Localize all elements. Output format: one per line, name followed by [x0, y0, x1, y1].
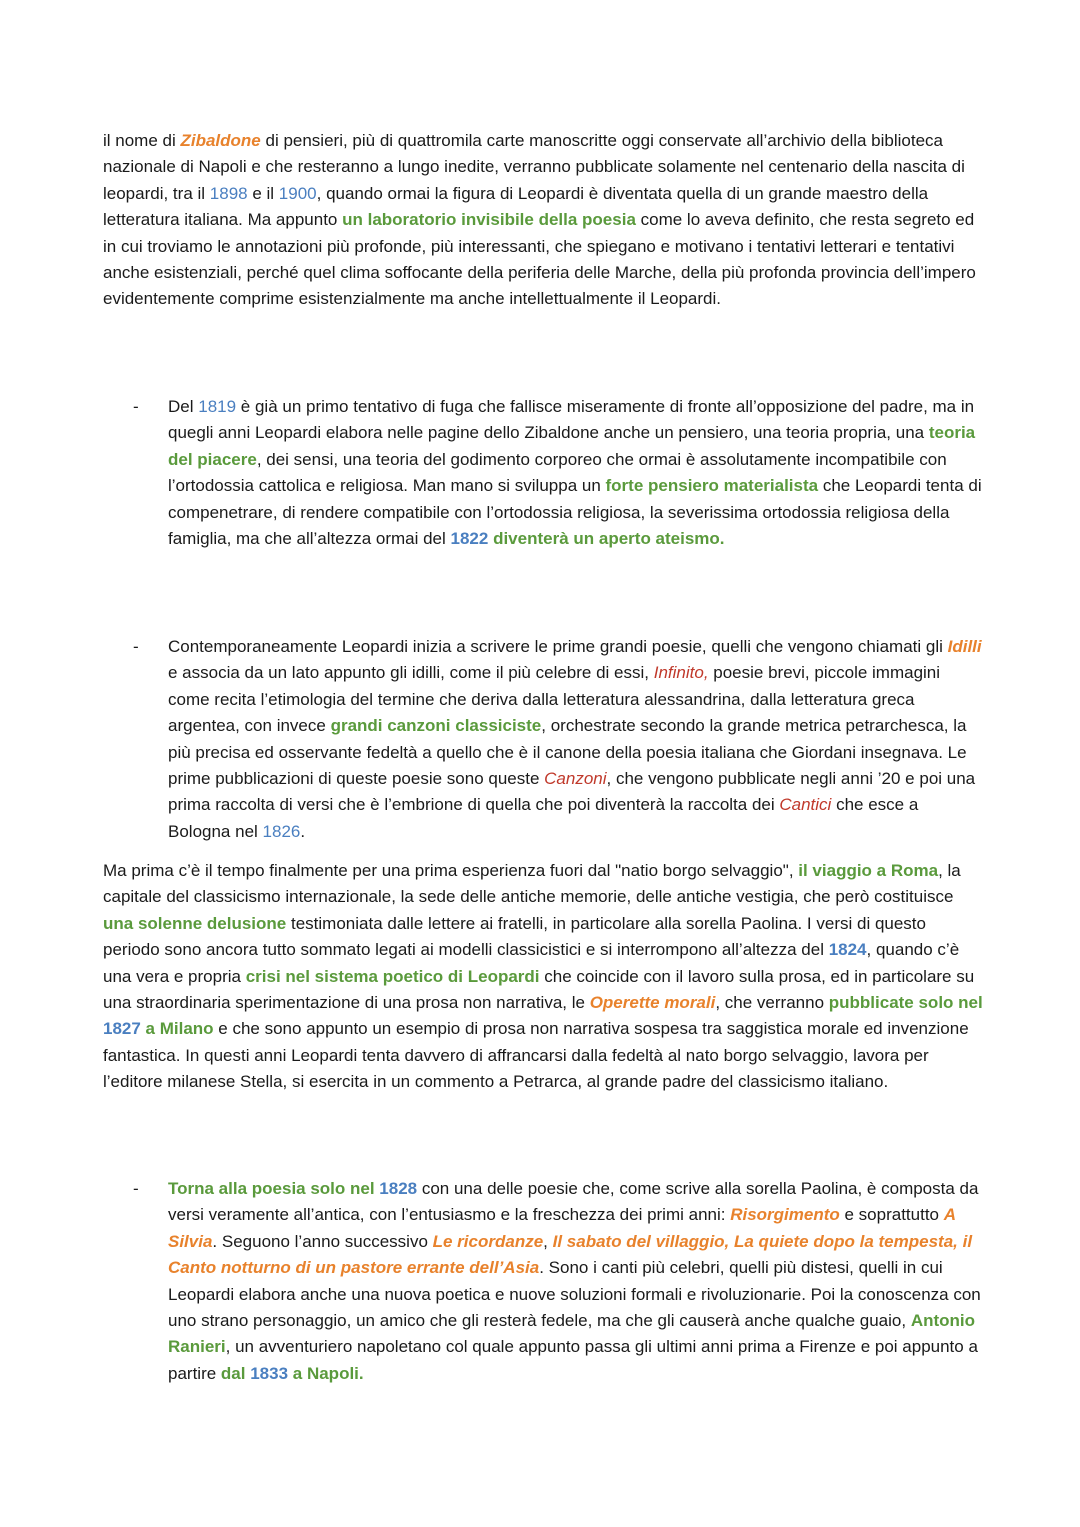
- highlighted-text: 1826: [262, 821, 301, 841]
- text-run: , un avventuriero napoletano col quale appunto passa gli ultimi anni prima a Firenze e poi appunto a partire: [168, 1337, 978, 1383]
- highlighted-text: Il sabato del villaggio, La quiete dopo la tempesta, il Canto notturno di un pastore errante dell’Asia: [168, 1231, 973, 1278]
- text-run: . Seguono l’anno successivo: [212, 1231, 433, 1251]
- text-run: con una delle poesie che, come scrive alla sorella Paolina, è composta da versi veramente all’antica, con l’entusiasmo e la freschezza dei primi anni:: [168, 1179, 979, 1225]
- text-run: , quando c’è una vera e propria: [103, 940, 960, 986]
- text-run: , la capitale del classicismo internazionale, la sede delle antiche memorie, delle antiche vestigia, che però costituisce: [103, 861, 961, 907]
- text-run: e il: [247, 183, 279, 203]
- text-run: che Leopardi tenta di compenetrare, di rendere compatibile con l’ortodossia religiosa, la severissima ortodossia religiosa della famiglia, ma che all’altezza ormai del: [168, 476, 982, 549]
- list-item-1819: [103, 394, 983, 552]
- text-run: . Sono i canti più celebri, quelli più distesi, quelli in cui Leopardi elabora anche una nuova poetica e nuove soluzioni formali e rivoluzionarie. Poi la conoscenza con uno strano personaggio, un amico che gli resterà fedele, ma che gli causerà anche qualche guaio,: [168, 1258, 981, 1331]
- text-run: il nome di: [103, 131, 181, 150]
- highlighted-text: forte pensiero materialista: [605, 476, 819, 496]
- list-item-text: [168, 394, 983, 552]
- bullet-dash: -: [133, 397, 139, 416]
- highlighted-text: una solenne delusione: [103, 913, 287, 933]
- highlighted-text: Zibaldone: [180, 131, 261, 150]
- highlighted-text: 1833: [250, 1363, 289, 1383]
- highlighted-text: 1822: [450, 529, 489, 549]
- highlighted-text: pubblicate solo nel: [828, 993, 983, 1013]
- text-run: e associa da un lato appunto gli idilli, come il più celebre di essi,: [168, 663, 654, 683]
- list-item-text: [168, 1176, 983, 1387]
- highlighted-text: 1828: [379, 1179, 418, 1198]
- text-run: come lo aveva definito, che resta segreto ed in cui troviamo le annotazioni più profonde, più interessanti, che spiegano e motivano i tentativi letterari e tentativi anche esistenziali, perché quel clima soffocante della periferia delle Marche, della più profonda provincia dell’impero evidentemente comprime esistenzialmente ma anche intellettualmente il Leopardi.: [103, 210, 976, 309]
- text-run: è già un primo tentativo di fuga che fallisce miseramente di fronte all’opposizione del padre, ma in quegli anni Leopardi elabora nelle pagine dello Zibaldone anche un pensiero, una teoria propria, una: [168, 397, 975, 443]
- highlighted-text: A Silvia: [168, 1205, 956, 1251]
- highlighted-text: Idilli: [947, 637, 982, 656]
- text-run: .: [300, 821, 306, 841]
- highlighted-text: Le ricordanze: [432, 1231, 544, 1251]
- list-item-text: [168, 634, 983, 845]
- text-run: , che verranno: [715, 993, 829, 1013]
- highlighted-text: a Napoli.: [288, 1363, 364, 1383]
- text-run: di pensieri, più di quattromila carte manoscritte oggi conservate all’archivio della biblioteca nazionale di Napoli e che resteranno a lungo inedite, verranno pubblicate solamente nel centenario della nascita di leopardi, tra il: [103, 131, 965, 203]
- highlighted-text: 1900: [278, 183, 317, 203]
- list-item-1828: [103, 1176, 983, 1387]
- text-run: , dei sensi, una teoria del godimento corporeo che ormai è assolutamente incompatibile con l’ortodossia cattolica e religiosa. Man mano si sviluppa un: [168, 449, 947, 496]
- text-run: Del: [168, 397, 199, 416]
- text-run: che esce a Bologna nel: [168, 795, 919, 841]
- text-run: , che vengono pubblicate negli anni ’20 e poi una prima raccolta di versi che è l’embrione di quella che poi diventerà la raccolta dei: [168, 769, 976, 815]
- text-run: Contemporaneamente Leopardi inizia a scrivere le prime grandi poesie, quelli che vengono chiamati gli: [168, 637, 948, 656]
- highlighted-text: Operette morali: [589, 993, 716, 1013]
- highlighted-text: diventerà un aperto ateismo.: [493, 529, 725, 549]
- text-run: testimoniata dalle lettere ai fratelli, in particolare alla sorella Paolina. I versi di questo periodo sono ancora tutto sommato legati ai modelli classicistici e si interrompono all’altezza del: [103, 913, 926, 960]
- text-run: , orchestrate secondo la grande metrica petrarchesca, la più precisa ed osservante fedeltà a quello che è il canone della poesia italiana che Giordani insegnava. Le prime pubblicazioni di queste poesie sono queste: [168, 716, 967, 789]
- highlighted-text: grandi canzoni classiciste: [330, 716, 542, 736]
- highlighted-text: 1898: [209, 183, 248, 203]
- highlighted-text: a Milano: [140, 1019, 214, 1039]
- text-run: e che sono appunto un esempio di prosa non narrativa sospesa tra saggistica morale ed invenzione fantastica. In questi anni Leopardi tenta davvero di affrancarsi dalla fedeltà al nato borgo selvaggio, lavora per l’editore milanese Stella, si esercita in un commento a Petrarca, al grande padre del classicismo italiano.: [103, 1019, 969, 1092]
- paragraph-roma: [103, 858, 983, 1096]
- highlighted-text: 1824: [828, 940, 867, 960]
- highlighted-text: crisi nel sistema poetico di Leopardi: [245, 966, 540, 986]
- text-run: ,: [543, 1231, 553, 1251]
- list-item-idilli: [103, 634, 983, 845]
- paragraph-zibaldone: [103, 128, 983, 313]
- text-run: che coincide con il lavoro sulla prosa, ed in particolare su una straordinaria sperimentazione di una prosa non narrativa, le: [103, 966, 975, 1013]
- highlighted-text: un laboratorio invisibile della poesia: [342, 210, 636, 230]
- highlighted-text: 1819: [198, 397, 237, 416]
- bullet-dash: -: [133, 1179, 139, 1198]
- highlighted-text: Canzoni: [544, 769, 607, 789]
- highlighted-text: teoria del piacere: [168, 423, 976, 469]
- highlighted-text: Cantici: [779, 795, 832, 815]
- highlighted-text: Torna alla poesia solo nel: [168, 1179, 380, 1198]
- highlighted-text: Antonio Ranieri: [168, 1311, 976, 1357]
- highlighted-text: il viaggio a Roma: [798, 861, 939, 880]
- text-run: Ma prima c’è il tempo finalmente per una prima esperienza fuori dal "natio borgo selvaggio",: [103, 861, 799, 880]
- highlighted-text: 1827: [103, 1019, 141, 1039]
- highlighted-text: Infinito,: [653, 663, 709, 683]
- highlighted-text: dal: [220, 1363, 251, 1383]
- bullet-dash: -: [133, 637, 139, 656]
- text-run: , quando ormai la figura di Leopardi è diventata quella di un grande maestro della letteratura italiana. Ma appunto: [103, 183, 929, 230]
- highlighted-text: Risorgimento: [730, 1205, 840, 1225]
- text-run: e soprattutto: [839, 1205, 944, 1225]
- text-run: poesie brevi, piccole immagini come recita l’etimologia del termine che deriva dalla letteratura alessandrina, dalla letteratura greca argentea, con invece: [168, 663, 941, 736]
